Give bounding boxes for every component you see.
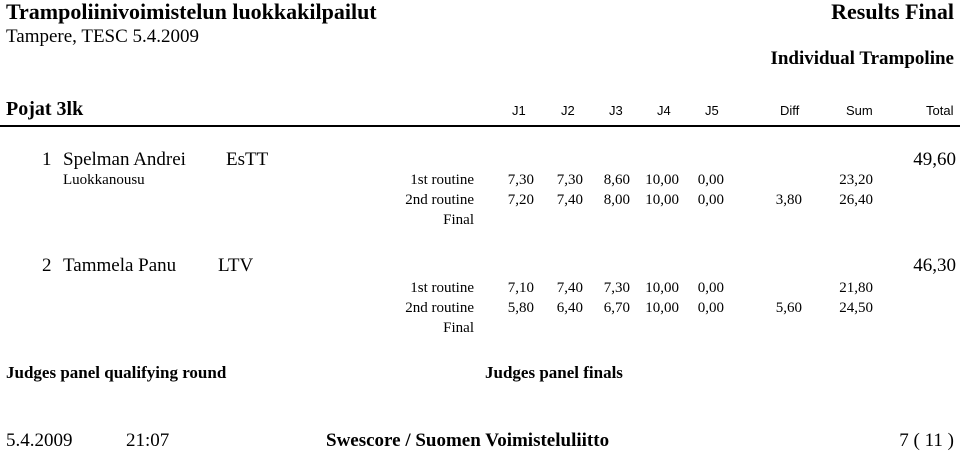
score-j4: 10,00 <box>645 300 679 316</box>
score-j1: 7,30 <box>507 172 534 188</box>
header-divider <box>0 125 960 127</box>
column-header-total: Total <box>926 103 954 118</box>
score-j3: 8,00 <box>603 192 630 208</box>
judges-panel-finals: Judges panel finals <box>485 363 623 382</box>
score-j5: 0,00 <box>697 280 724 296</box>
event-name: Individual Trampoline <box>770 48 954 69</box>
final-label: Final <box>443 320 474 336</box>
competitor-total: 46,30 <box>913 255 956 276</box>
competitor-rank: 2 <box>42 255 52 276</box>
column-header-j2: J2 <box>561 103 575 118</box>
judges-panel-qualifying: Judges panel qualifying round <box>6 363 227 382</box>
score-diff: 3,80 <box>775 192 802 208</box>
competitor-club: LTV <box>218 255 254 276</box>
score-j5: 0,00 <box>697 172 724 188</box>
score-j2: 6,40 <box>556 300 583 316</box>
routine-label: 1st routine <box>410 280 474 296</box>
results-label: Results Final <box>831 0 954 24</box>
footer-page-number: 7 ( 11 ) <box>899 430 954 451</box>
column-header-diff: Diff <box>780 103 800 118</box>
score-j4: 10,00 <box>645 280 679 296</box>
competitor-rank: 1 <box>42 149 52 170</box>
score-j1: 7,10 <box>507 280 534 296</box>
score-diff: 5,60 <box>775 300 802 316</box>
score-j2: 7,30 <box>556 172 583 188</box>
score-sum: 26,40 <box>839 192 873 208</box>
routine-label: 2nd routine <box>405 192 474 208</box>
competitor-note: Luokkanousu <box>63 172 145 188</box>
document-title: Trampoliinivoimistelun luokkakilpailut <box>6 0 377 24</box>
division-title: Pojat 3lk <box>6 98 84 120</box>
score-sum: 23,20 <box>839 172 873 188</box>
column-header-j5: J5 <box>705 103 719 118</box>
competitor-club: EsTT <box>226 149 269 170</box>
competitor-name: Spelman Andrei <box>63 149 186 170</box>
competitor-total: 49,60 <box>913 149 956 170</box>
footer-date: 5.4.2009 <box>6 430 73 451</box>
score-j3: 8,60 <box>603 172 630 188</box>
score-j1: 5,80 <box>507 300 534 316</box>
score-sum: 24,50 <box>839 300 873 316</box>
footer-software: Swescore / Suomen Voimisteluliitto <box>326 430 610 451</box>
score-j4: 10,00 <box>645 172 679 188</box>
column-header-sum: Sum <box>846 103 873 118</box>
location-date: Tampere, TESC 5.4.2009 <box>6 26 200 47</box>
routine-label: 1st routine <box>410 172 474 188</box>
column-header-j3: J3 <box>609 103 623 118</box>
score-j2: 7,40 <box>556 192 583 208</box>
final-label: Final <box>443 212 474 228</box>
column-header-j4: J4 <box>657 103 671 118</box>
score-sum: 21,80 <box>839 280 873 296</box>
score-j4: 10,00 <box>645 192 679 208</box>
column-header-j1: J1 <box>512 103 526 118</box>
score-j5: 0,00 <box>697 192 724 208</box>
score-j3: 7,30 <box>603 280 630 296</box>
score-j1: 7,20 <box>507 192 534 208</box>
routine-label: 2nd routine <box>405 300 474 316</box>
score-j5: 0,00 <box>697 300 724 316</box>
competitor-name: Tammela Panu <box>63 255 177 276</box>
score-j3: 6,70 <box>603 300 630 316</box>
footer-time: 21:07 <box>126 430 170 451</box>
score-j2: 7,40 <box>556 280 583 296</box>
